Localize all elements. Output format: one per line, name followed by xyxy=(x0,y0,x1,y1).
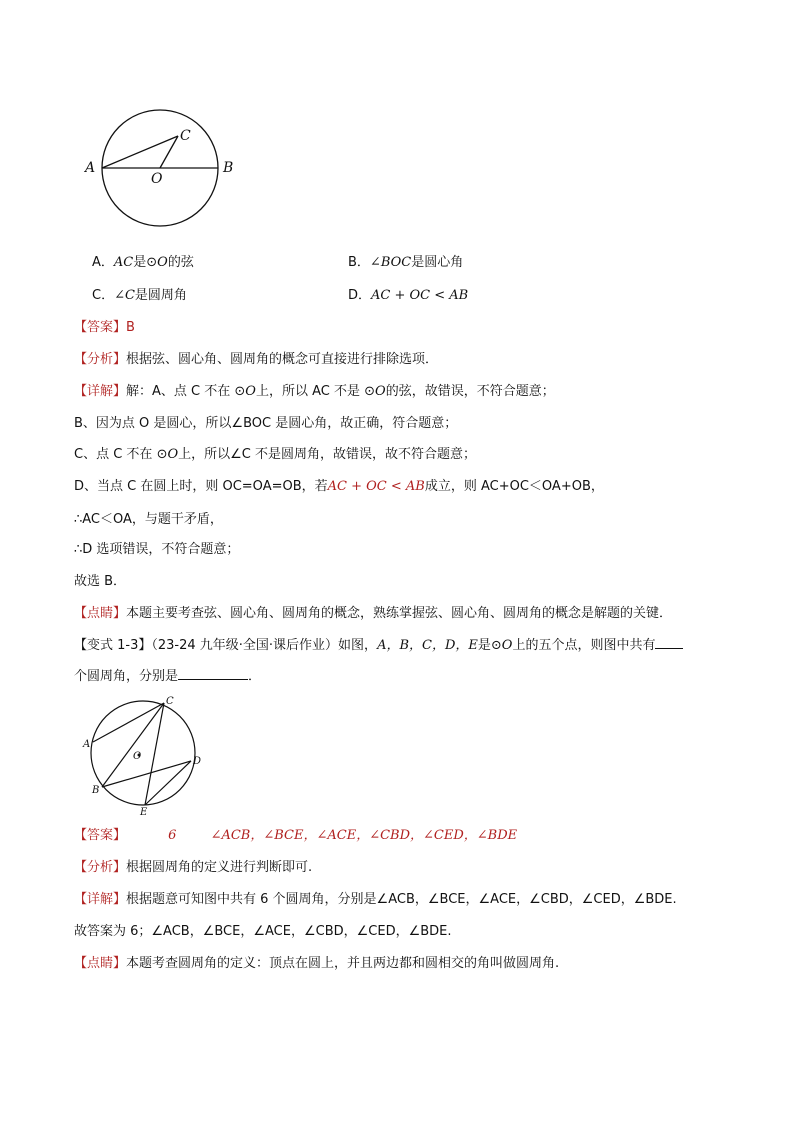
option-d: D．AC + OC < AB xyxy=(348,288,469,303)
q1-detail-5: ∴AC＜OA，与题干矛盾， xyxy=(74,512,223,527)
q1-detail-3: C、点 C 不在 ⊙O上，所以∠C 不是圆周角，故错误，故不符合题意； xyxy=(74,447,477,462)
blank-count xyxy=(655,648,683,649)
label2-B: B xyxy=(92,785,100,796)
q1-point: 【点睛】本题主要考查弦、圆心角、圆周角的概念，熟练掌握弦、圆心角、圆周角的概念是解题的关键． xyxy=(74,606,673,621)
label-A: A xyxy=(85,160,96,176)
label2-C: C xyxy=(166,696,174,707)
figure-circle-2 xyxy=(80,695,210,815)
q1-answer: 【答案】B xyxy=(74,320,135,335)
q2-detail-2: 故答案为 6；∠ACB，∠BCE，∠ACE，∠CBD，∠CED，∠BDE. xyxy=(74,924,452,939)
label-O: O xyxy=(151,171,163,187)
option-b: B．∠BOC是圆心角 xyxy=(348,255,464,270)
q2-stem-line1: 【变式 1-3】（23-24 九年级·全国·课后作业）如图，A，B，C，D，E是⊙O上的五个点，则图中共有 xyxy=(74,634,683,653)
label2-A: A xyxy=(83,739,91,750)
q1-detail-6: ∴D 选项错误，不符合题意； xyxy=(74,542,240,557)
label2-O: O xyxy=(133,751,142,762)
label2-E: E xyxy=(140,807,148,815)
q2-point: 【点睛】本题考查圆周角的定义：顶点在圆上，并且两边都和圆相交的角叫做圆周角. xyxy=(74,956,560,971)
q1-detail-4: D、当点 C 在圆上时，则 OC=OA=OB，若AC + OC < AB成立，则 AC+OC＜OA+OB， xyxy=(74,479,604,494)
option-c: C．∠C是圆周角 xyxy=(92,288,187,303)
option-a: A．AC是⊙O的弦 xyxy=(92,255,194,270)
label2-D: D xyxy=(193,756,202,767)
q2-answer: 【答案】 6 ∠ACB，∠BCE，∠ACE，∠CBD，∠CED，∠BDE xyxy=(74,828,518,843)
blank-angles xyxy=(178,679,248,680)
label-C: C xyxy=(180,128,191,144)
label-B: B xyxy=(223,160,234,176)
q1-analysis: 【分析】根据弦、圆心角、圆周角的概念可直接进行排除选项． xyxy=(74,352,439,367)
figure-circle-1 xyxy=(80,108,245,233)
q2-detail-1: 【详解】根据题意可知图中共有 6 个圆周角，分别是∠ACB，∠BCE，∠ACE，∠CBD，∠CED，∠BDE. xyxy=(74,892,677,907)
q2-stem-line2: 个圆周角，分别是 ． xyxy=(74,669,262,684)
q1-detail-1: 【详解】解：A、点 C 不在 ⊙O上，所以 AC 不是 ⊙O的弦，故错误，不符合题意； xyxy=(74,384,555,399)
q1-detail-7: 故选 B． xyxy=(74,574,127,589)
q2-analysis: 【分析】根据圆周角的定义进行判断即可. xyxy=(74,860,313,875)
q1-detail-2: B、因为点 O 是圆心，所以∠BOC 是圆心角，故正确，符合题意； xyxy=(74,416,458,431)
